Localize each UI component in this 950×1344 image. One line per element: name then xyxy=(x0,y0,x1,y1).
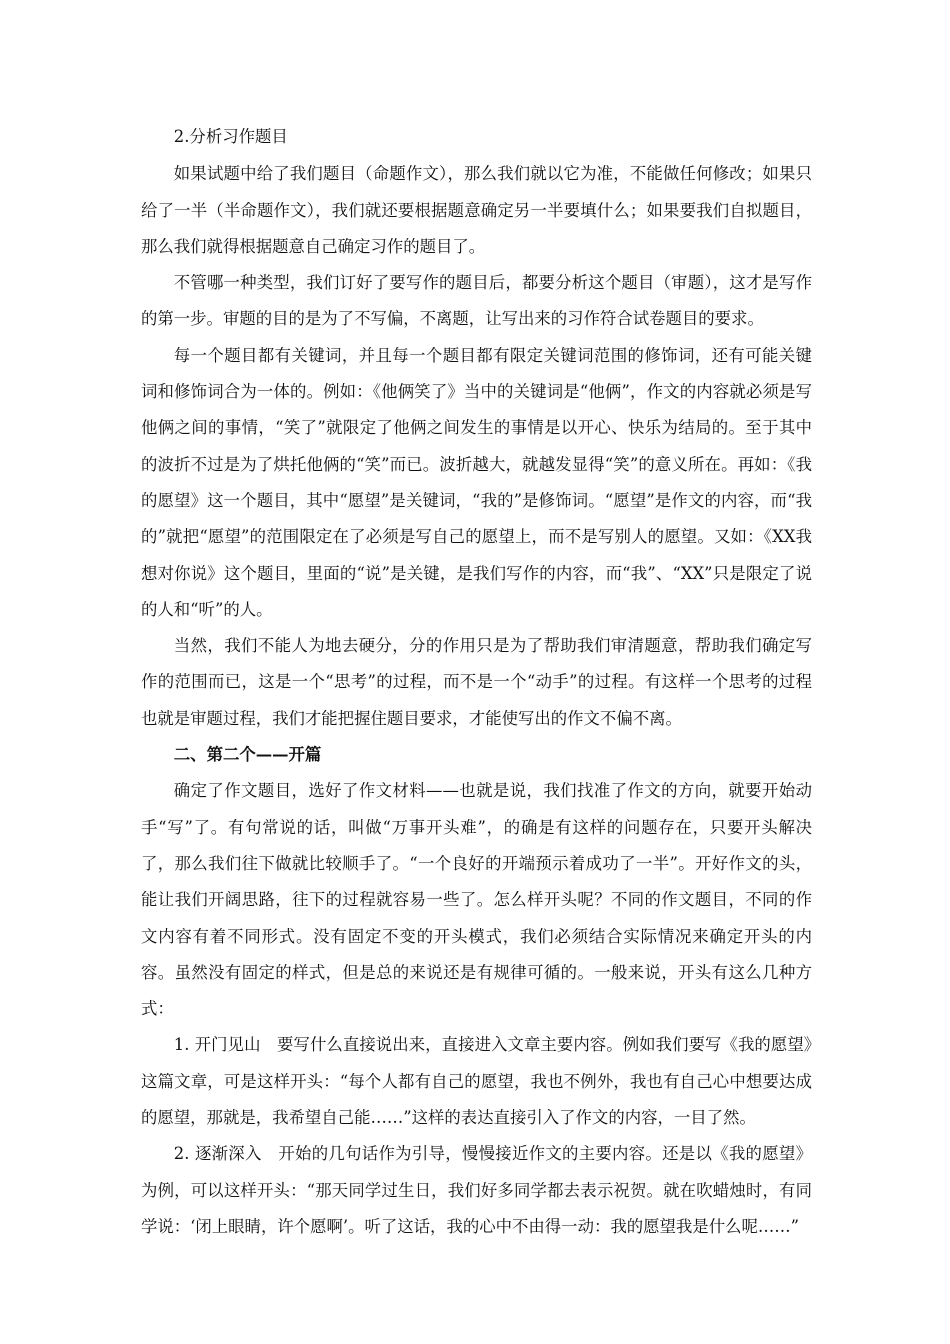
section-heading-opening: 二、第二个——开篇 xyxy=(173,745,322,765)
paragraph-7: 2. 逐渐深入 开始的几句话作为引导，慢慢接近作文的主要内容。还是以《我的愿望》为例，可以这样开头：“那天同学过生日，我们好多同学都去表示祝贺。就在吹蜡烛时，有同学说：‘闭上眼睛，许个愿啊’。听了这话，我的心中不由得一动：我的愿望我是什么呢……” xyxy=(141,1144,812,1236)
paragraph-2: 不管哪一种类型，我们订好了要写作的题目后，都要分析这个题目（审题），这才是写作的第一步。审题的目的是为了不写偏，不离题，让写出来的习作符合试卷题目的要求。 xyxy=(141,273,812,329)
section-title: 2.分析习作题目 xyxy=(173,127,288,146)
paragraph-3: 每一个题目都有关键词，并且每一个题目都有限定关键词范围的修饰词，还有可能关键词和修饰词合为一体的。例如：《他俩笑了》当中的关键词是“他俩”，作文的内容就必须是写他俩之间的事情，“笑了”就限定了他俩之间发生的事情是以开心、快乐为结局的。至于其中的波折不过是为了烘托他俩的“笑”而已。波折越大，就越发显得“笑”的意义所在。再如：《我的愿望》这一个题目，其中“愿望”是关键词，“我的”是修饰词。“愿望”是作文的内容，而“我的”就把“愿望”的范围限定在了必须是写自己的愿望上，而不是写别人的愿望。又如：《XX我想对你说》这个题目，里面的“说”是关键，是我们写作的内容，而“我”、“XX”只是限定了说的人和“听”的人。 xyxy=(141,345,812,619)
paragraph-1: 如果试题中给了我们题目（命题作文），那么我们就以它为准，不能做任何修改；如果只给了一半（半命题作文），我们就还要根据题意确定另一半要填什么；如果要我们自拟题目，那么我们就得根据题意自己确定习作的题目了。 xyxy=(141,164,812,256)
paragraph-4: 当然，我们不能人为地去硬分，分的作用只是为了帮助我们审清题意，帮助我们确定写作的范围而已，这是一个“思考”的过程，而不是一个“动手”的过程。有这样一个思考的过程也就是审题过程，我们才能把握住题目要求，才能使写出的作文不偏不离。 xyxy=(141,636,812,728)
paragraph-5: 确定了作文题目，选好了作文材料——也就是说，我们找准了作文的方向，就要开始动手“写”了。有句常说的话，叫做“万事开头难”，的确是有这样的问题存在，只要开头解决了，那么我们往下做就比较顺手了。“一个良好的开端预示着成功了一半”。开好作文的头，能让我们开阔思路，往下的过程就容易一些了。怎么样开头呢？不同的作文题目，不同的作文内容有着不同形式。没有固定不变的开头模式，我们必须结合实际情况来确定开头的内容。虽然没有固定的样式，但是总的来说还是有规律可循的。一般来说，开头有这么几种方式： xyxy=(141,781,812,1019)
paragraph-6: 1. 开门见山 要写什么直接说出来，直接进入文章主要内容。例如我们要写《我的愿望》这篇文章，可是这样开头：“每个人都有自己的愿望，我也不例外，我也有自己心中想要达成的愿望，那就是，我希望自己能……”这样的表达直接引入了作文的内容，一目了然。 xyxy=(141,1035,812,1128)
